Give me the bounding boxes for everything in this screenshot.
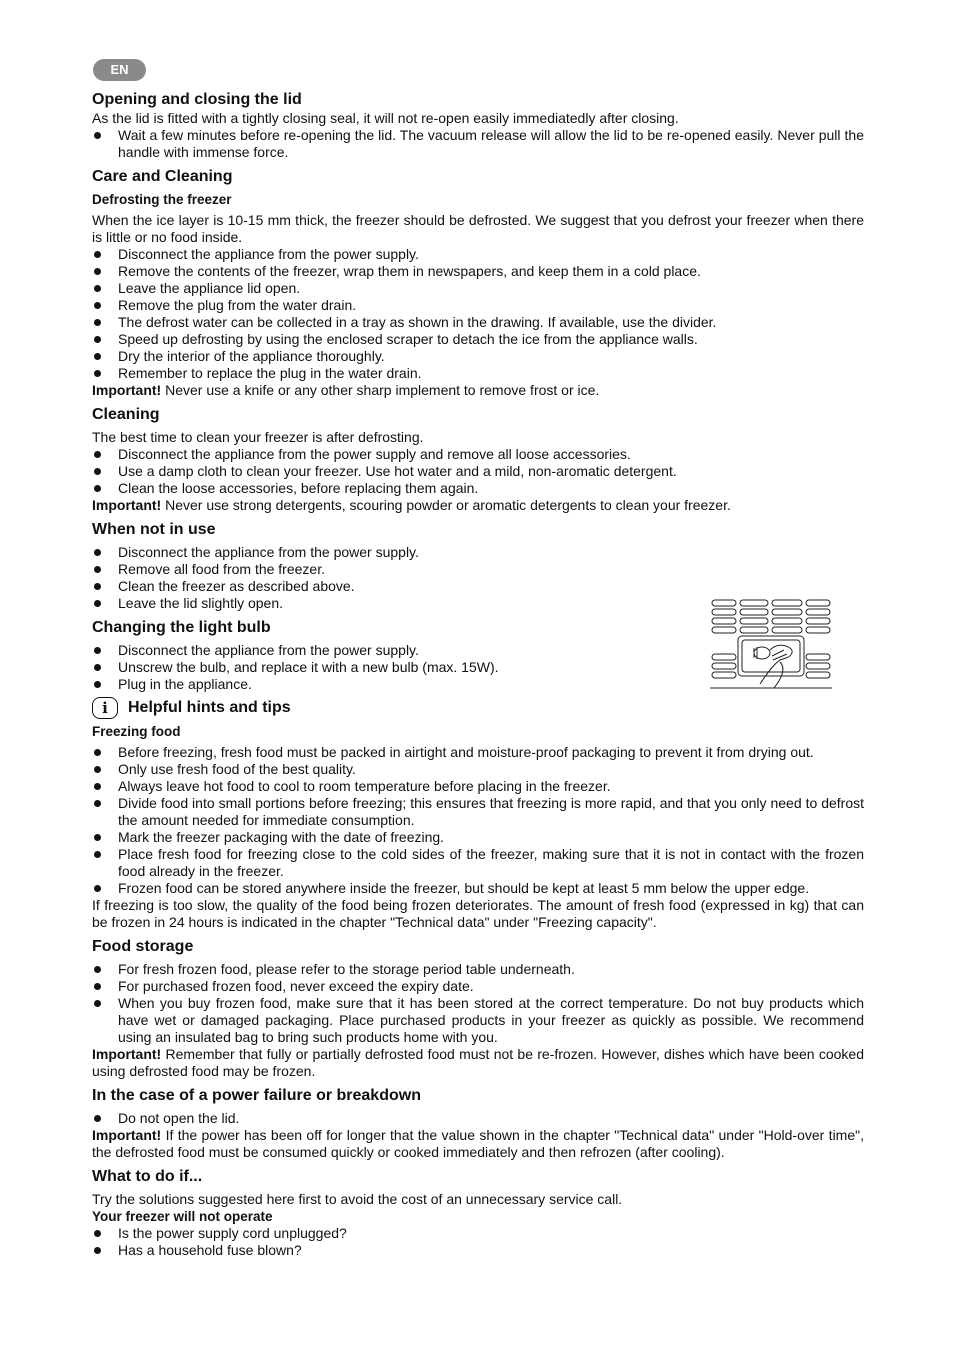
list-item: Clean the freezer as described above.: [92, 578, 864, 595]
list-item: Use a damp cloth to clean your freezer. Use hot water and a mild, non-aromatic detergent.: [92, 463, 864, 480]
left-slats: [712, 600, 736, 678]
list-item: Is the power supply cord unplugged?: [92, 1225, 864, 1242]
paragraph: The best time to clean your freezer is after defrosting.: [92, 429, 424, 445]
list-item: Plug in the appliance.: [92, 676, 864, 693]
list-item: The defrost water can be collected in a tray as shown in the drawing. If available, use the divider.: [92, 314, 864, 331]
light-bulb-drawing: [710, 598, 832, 692]
list-item: For purchased frozen food, never exceed the expiry date.: [92, 978, 864, 995]
list-item: When you buy frozen food, make sure that it has been stored at the correct temperature. Do not buy products which have wet or damaged packaging. Place purchased products in your freezer as quickly as possible. We recommend using an insulated bag to bring such products home with you.: [92, 995, 864, 1046]
list-item: Place fresh food for freezing close to the cold sides of the freezer, making sure that it is not in contact with the frozen food already in the freezer.: [92, 846, 864, 880]
section-title-food-storage: Food storage: [92, 938, 194, 955]
list-item: Leave the lid slightly open.: [92, 595, 864, 612]
list-item: Disconnect the appliance from the power supply and remove all loose accessories.: [92, 446, 864, 463]
bulb: [754, 647, 770, 659]
important-note: Important! Never use a knife or any other sharp implement to remove frost or ice.: [92, 382, 600, 398]
list-item: Always leave hot food to cool to room temperature before placing in the freezer.: [92, 778, 864, 795]
tips-heading: [92, 697, 864, 719]
subheading-will-not-operate: Your freezer will not operate: [92, 1209, 273, 1224]
subheading-defrosting: Defrosting the freezer: [92, 192, 232, 207]
list-item: Leave the appliance lid open.: [92, 280, 864, 297]
bullet-list: [92, 446, 864, 497]
list-item: Speed up defrosting by using the enclosed scraper to detach the ice from the appliance walls.: [92, 331, 864, 348]
lamp-housing: [738, 636, 804, 676]
list-item: Divide food into small portions before freezing; this ensures that freezing is more rapid, and that you only need to defrost the amount needed for immediate consumption.: [92, 795, 864, 829]
list-item: Dry the interior of the appliance thoroughly.: [92, 348, 864, 365]
list-item: Remove the plug from the water drain.: [92, 297, 864, 314]
language-badge: EN: [93, 59, 146, 81]
section-title-care-cleaning: Care and Cleaning: [92, 168, 233, 185]
bullet-list: [92, 127, 864, 161]
list-item: Disconnect the appliance from the power supply.: [92, 642, 864, 659]
subheading-freezing-food: Freezing food: [92, 724, 181, 739]
paragraph: If freezing is too slow, the quality of the food being frozen deteriorates. The amount of fresh food (expressed in kg) that can be frozen in 24 hours is indicated in the chapter "Technical data" under "Freezing capacity".: [92, 897, 864, 930]
mid-left-slats: [740, 600, 768, 633]
list-item: For fresh frozen food, please refer to the storage period table underneath.: [92, 961, 864, 978]
list-item: Mark the freezer packaging with the date of freezing.: [92, 829, 864, 846]
list-item: Disconnect the appliance from the power supply.: [92, 246, 864, 263]
list-item: Disconnect the appliance from the power supply.: [92, 544, 864, 561]
list-item: Before freezing, fresh food must be packed in airtight and moisture-proof packaging to prevent it from drying out.: [92, 744, 864, 761]
bullet-list: [92, 961, 864, 1046]
list-item: Remember to replace the plug in the water drain.: [92, 365, 864, 382]
list-item: Remove all food from the freezer.: [92, 561, 864, 578]
list-item: Frozen food can be stored anywhere inside the freezer, but should be kept at least 5 mm below the upper edge.: [92, 880, 864, 897]
paragraph: When the ice layer is 10-15 mm thick, the freezer should be defrosted. We suggest that you defrost your freezer when there is little or no food inside.: [92, 212, 864, 245]
section-title-light-bulb: Changing the light bulb: [92, 619, 271, 636]
hand-outline: [760, 645, 792, 684]
list-item: Only use fresh food of the best quality.: [92, 761, 864, 778]
list-item: Clean the loose accessories, before replacing them again.: [92, 480, 864, 497]
list-item: Unscrew the bulb, and replace it with a new bulb (max. 15W).: [92, 659, 864, 676]
section-title-opening-lid: Opening and closing the lid: [92, 91, 302, 108]
bullet-list: [92, 1110, 864, 1127]
bullet-list: [92, 1225, 864, 1259]
section-title-hints-tips: Helpful hints and tips: [128, 699, 291, 716]
right-slats: [806, 600, 830, 678]
paragraph: As the lid is fitted with a tightly closing seal, it will not re-open easily immediatedly after closing.: [92, 110, 679, 126]
bullet-list: [92, 744, 864, 897]
important-note: Important! If the power has been off for longer that the value shown in the chapter "Technical data" under "Hold-over time", the defrosted food must be consumed quickly or cooked immediately and then refrozen (after cooling).: [92, 1127, 864, 1160]
list-item: Wait a few minutes before re-opening the lid. The vacuum release will allow the lid to be re-opened easily. Never pull the handle with immense force.: [92, 127, 864, 161]
list-item: Remove the contents of the freezer, wrap them in newspapers, and keep them in a cold place.: [92, 263, 864, 280]
important-note: Important! Remember that fully or partially defrosted food must not be re-frozen. However, dishes which have been cooked using defrosted food may be frozen.: [92, 1046, 864, 1079]
mid-right-slats: [772, 600, 802, 633]
bullet-list: [92, 246, 864, 382]
important-note: Important! Never use strong detergents, scouring powder or aromatic detergents to clean your freezer.: [92, 497, 731, 513]
section-title-what-to-do: What to do if...: [92, 1168, 203, 1185]
section-title-cleaning: Cleaning: [92, 406, 160, 423]
info-icon: i: [92, 697, 118, 719]
section-title-not-in-use: When not in use: [92, 521, 216, 538]
list-item: Do not open the lid.: [92, 1110, 864, 1127]
paragraph: Try the solutions suggested here first to avoid the cost of an unnecessary service call.: [92, 1191, 623, 1207]
section-title-power-failure: In the case of a power failure or breakdown: [92, 1087, 421, 1104]
list-item: Has a household fuse blown?: [92, 1242, 864, 1259]
